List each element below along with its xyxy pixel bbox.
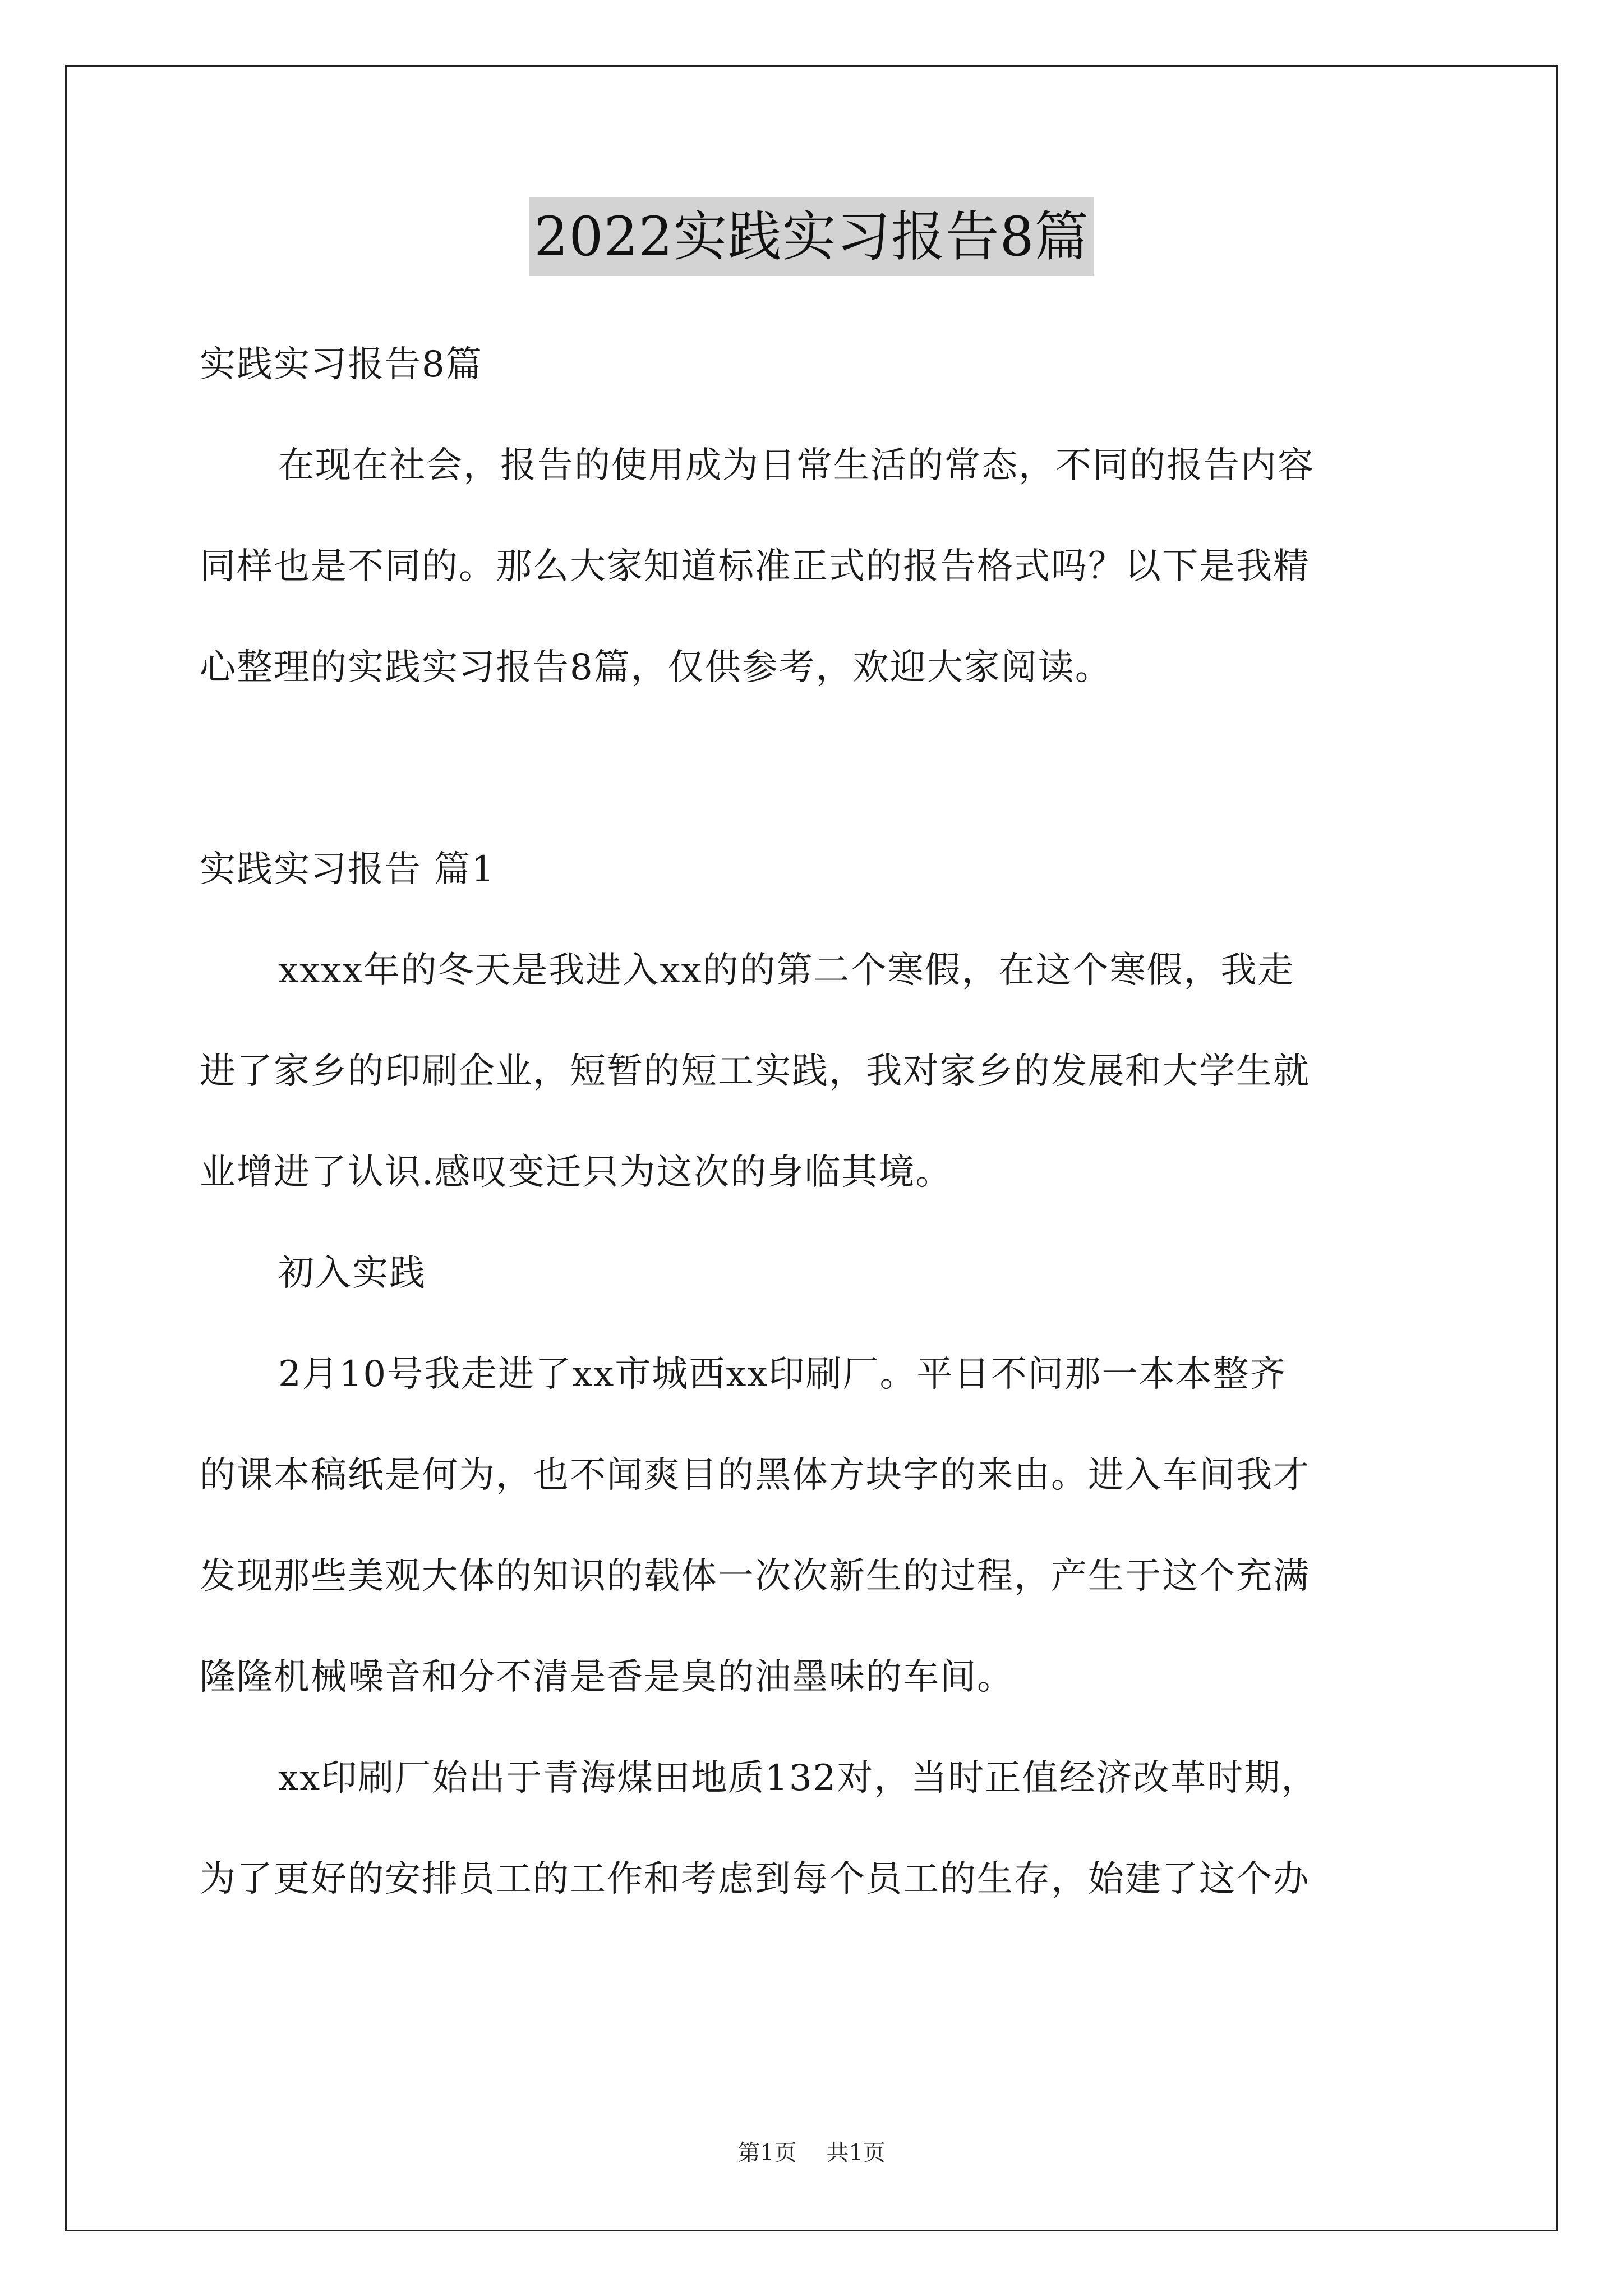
intro-line: 同样也是不同的。那么大家知道标准正式的报告格式吗？以下是我精	[200, 546, 1310, 587]
paragraph-line: 业增进了认识.感叹变迁只为这次的身临其境。	[200, 1152, 953, 1193]
page-number: 第1页	[737, 2140, 797, 2166]
document-title: 2022实践实习报告8篇	[529, 197, 1093, 276]
document-body	[200, 314, 1433, 1930]
paragraph-line: xxxx年的冬天是我进入xx的的第二个寒假，在这个寒假，我走	[278, 950, 1295, 991]
intro-line: 在现在社会，报告的使用成为日常生活的常态，不同的报告内容	[278, 445, 1315, 486]
paragraph-line: 隆隆机械噪音和分不清是香是臭的油墨味的车间。	[200, 1657, 1014, 1698]
blank-line	[200, 718, 1433, 819]
paragraph-line: xx印刷厂始出于青海煤田地质132对，当时正值经济改革时期，	[278, 1757, 1318, 1799]
paragraph-line: 为了更好的安排员工的工作和考虑到每个员工的生存，始建了这个办	[200, 1858, 1310, 1900]
title-container	[0, 197, 1623, 276]
section-heading: 实践实习报告 篇1	[200, 849, 496, 890]
paragraph-line: 的课本稿纸是何为，也不闻爽目的黑体方块字的来由。进入车间我才	[200, 1455, 1310, 1496]
page-total: 共1页	[826, 2140, 886, 2166]
intro-line: 心整理的实践实习报告8篇，仅供参考，欢迎大家阅读。	[200, 647, 1112, 688]
paragraph-line: 进了家乡的印刷企业，短暂的短工实践，我对家乡的发展和大学生就	[200, 1051, 1310, 1092]
subheading: 初入实践	[278, 1253, 426, 1294]
document-subtitle: 实践实习报告8篇	[200, 344, 483, 385]
page-footer	[0, 2136, 1623, 2170]
paragraph-line: 发现那些美观大体的知识的载体一次次新生的过程，产生于这个充满	[200, 1556, 1310, 1597]
paragraph-line: 2月10号我走进了xx市城西xx印刷厂。平日不问那一本本整齐	[278, 1354, 1287, 1395]
